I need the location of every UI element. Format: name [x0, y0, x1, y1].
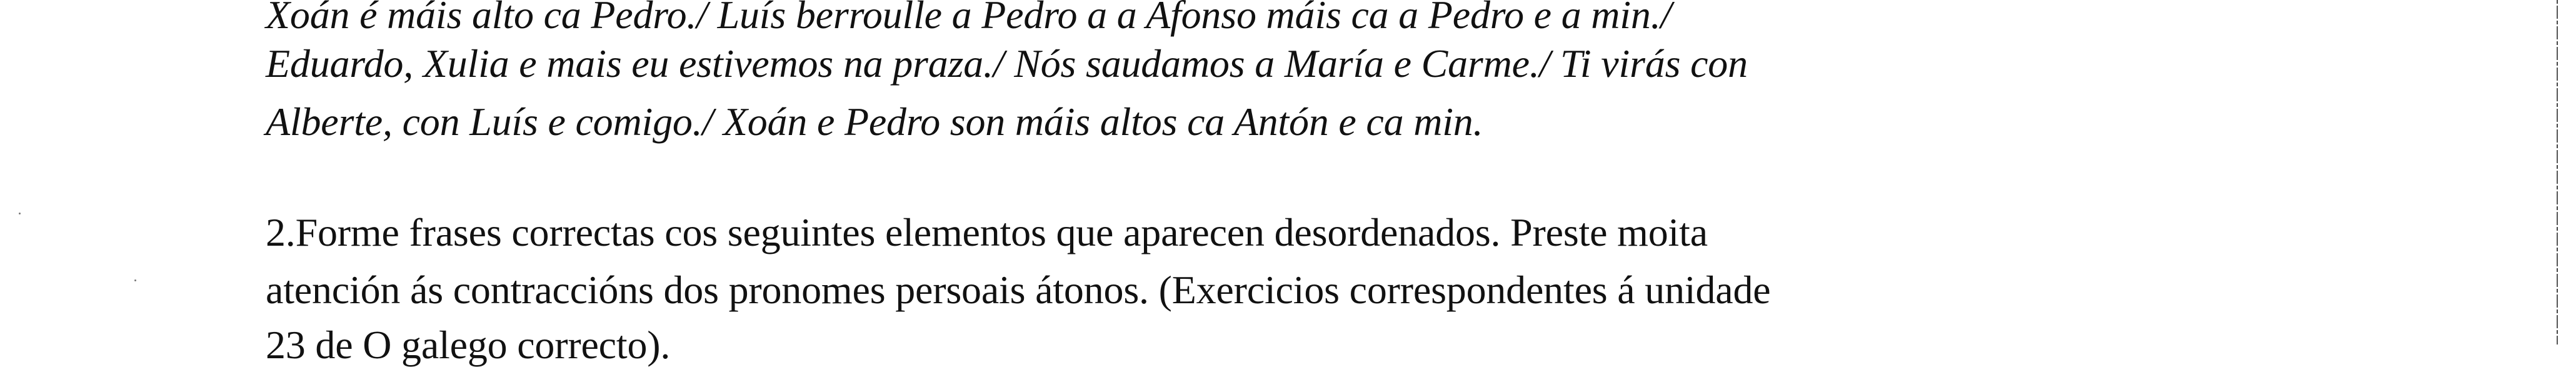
exercise-2-line-1: 2.Forme frases correctas cos seguintes elementos que aparecen desordenados. Preste moita — [266, 210, 1708, 254]
example-line-1: Xoán é máis alto ca Pedro./ Luís berroulle a Pedro a a Afonso máis ca a Pedro e a min./ — [266, 0, 1672, 37]
exercise-2-line-3: 23 de O galego correcto). — [266, 323, 671, 367]
example-line-3: Alberte, con Luís e comigo./ Xoán e Pedro son máis altos ca Antón e ca min. — [266, 99, 1483, 144]
scan-speck — [19, 213, 21, 214]
scan-speck — [134, 279, 136, 281]
exercise-2-line-2: atención ás contraccións dos pronomes persoais átonos. (Exercicios correspondentes á unidade — [266, 268, 1771, 312]
example-line-2: Eduardo, Xulia e mais eu estivemos na praza./ Nós saudamos a María e Carme./ Ti virás con — [266, 41, 1748, 86]
page-edge-rule — [2557, 0, 2558, 344]
